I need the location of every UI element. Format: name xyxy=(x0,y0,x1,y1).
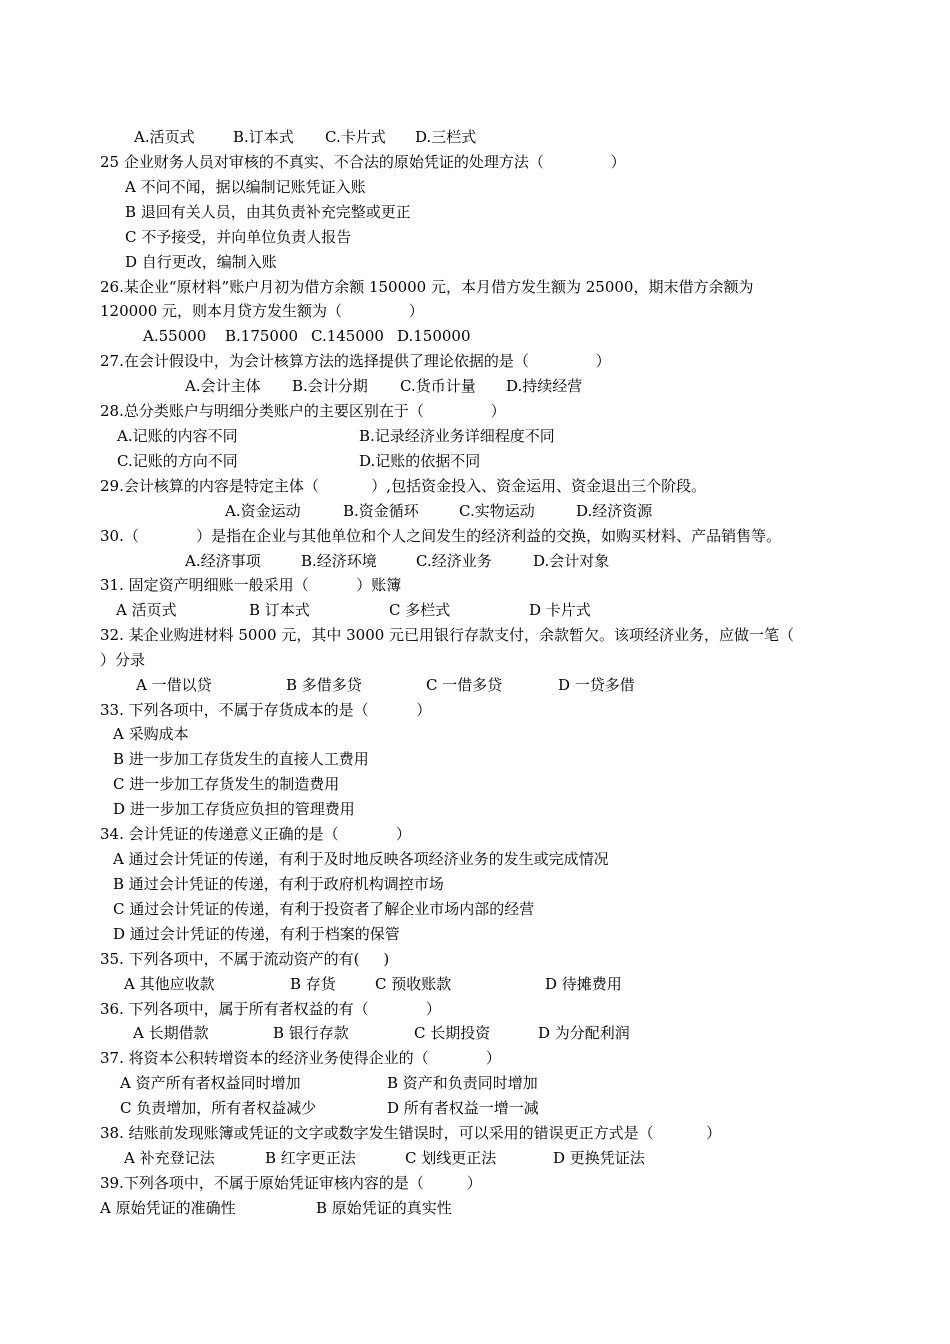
q26-option-a: A.55000 xyxy=(143,327,207,345)
q31-options xyxy=(0,598,591,622)
q27-options xyxy=(0,374,583,398)
q25-option-a: A 不问不闻，据以编制记账凭证入账 xyxy=(125,178,366,196)
q25-option-c: C 不予接受，并向单位负责人报告 xyxy=(125,228,352,246)
q32-option-a: A 一借以贷 xyxy=(136,676,212,694)
q38-option-c: C 划线更正法 xyxy=(405,1149,497,1167)
q35-options xyxy=(0,972,622,996)
q30-option-d: D.会计对象 xyxy=(533,552,610,570)
q27-option-d: D.持续经营 xyxy=(506,377,583,395)
q28-option-b: B.记录经济业务详细程度不同 xyxy=(359,427,555,445)
q38-option-a: A 补充登记法 xyxy=(124,1149,215,1167)
q31-stem: 31. 固定资产明细账一般采用（ ）账簿 xyxy=(100,576,402,594)
q31-option-a: A 活页式 xyxy=(116,601,177,619)
q26-option-c: C.145000 xyxy=(311,327,384,345)
q37-option-c: C 负责增加，所有者权益减少 xyxy=(120,1099,317,1117)
q34-option-a: A 通过会计凭证的传递，有利于及时地反映各项经济业务的发生或完成情况 xyxy=(113,850,609,868)
q39-option-a: A 原始凭证的准确性 xyxy=(100,1199,236,1217)
q29-option-a: A.资金运动 xyxy=(225,502,301,520)
q38-option-b: B 红字更正法 xyxy=(265,1149,356,1167)
q39-stem: 39.下列各项中，不属于原始凭证审核内容的是（ ） xyxy=(100,1174,482,1192)
q31-option-b: B 订本式 xyxy=(249,601,310,619)
q31-option-d: D 卡片式 xyxy=(529,601,591,619)
q35-stem: 35. 下列各项中，不属于流动资产的有( ) xyxy=(100,950,390,968)
q36-option-b: B 银行存款 xyxy=(273,1024,349,1042)
q30-stem: 30.（ ）是指在企业与其他单位和个人之间发生的经济利益的交换，如购买材料、产品销售等。 xyxy=(100,527,782,545)
q33-option-c: C 进一步加工存货发生的制造费用 xyxy=(113,775,340,793)
q35-option-a: A 其他应收款 xyxy=(124,975,215,993)
q24-option-c: C.卡片式 xyxy=(325,128,386,146)
q32-stem-line2: ）分录 xyxy=(100,651,146,669)
q29-option-d: D.经济资源 xyxy=(576,502,653,520)
q31-option-c: C 多栏式 xyxy=(389,601,451,619)
q39-option-b: B 原始凭证的真实性 xyxy=(316,1199,452,1217)
q25-option-d: D 自行更改，编制入账 xyxy=(125,253,277,271)
q24-option-b: B.订本式 xyxy=(233,128,294,146)
q34-option-d: D 通过会计凭证的传递，有利于档案的保管 xyxy=(113,925,400,943)
q38-option-d: D 更换凭证法 xyxy=(553,1149,645,1167)
q39-options xyxy=(0,1196,452,1220)
q30-options xyxy=(0,549,610,573)
q36-options xyxy=(0,1021,630,1045)
q33-stem: 33. 下列各项中，不属于存货成本的是（ ） xyxy=(100,701,432,719)
q29-option-b: B.资金循环 xyxy=(343,502,419,520)
q36-stem: 36. 下列各项中，属于所有者权益的有（ ） xyxy=(100,1000,441,1018)
q35-option-c: C 预收账款 xyxy=(375,975,452,993)
q33-option-d: D 进一步加工存货应负担的管理费用 xyxy=(113,800,355,818)
q33-option-b: B 进一步加工存货发生的直接人工费用 xyxy=(113,750,369,768)
q27-option-b: B.会计分期 xyxy=(292,377,368,395)
q26-option-b: B.175000 xyxy=(225,327,299,345)
q32-option-b: B 多借多贷 xyxy=(286,676,362,694)
q28-option-c: C.记账的方向不同 xyxy=(117,452,238,470)
q29-options xyxy=(0,499,653,523)
q37-options-row2 xyxy=(0,1096,539,1120)
q37-option-d: D 所有者权益一增一减 xyxy=(387,1099,539,1117)
q24-option-a: A.活页式 xyxy=(134,128,195,146)
q27-option-c: C.货币计量 xyxy=(400,377,476,395)
q34-option-c: C 通过会计凭证的传递，有利于投资者了解企业市场内部的经营 xyxy=(113,900,535,918)
q32-stem-line1: 32. 某企业购进材料 5000 元，其中 3000 元已用银行存款支付，余款暂欠。该项经济业务，应做一笔（ xyxy=(100,626,795,644)
q28-options-row1 xyxy=(0,424,555,448)
q26-stem-line2: 120000 元，则本月贷方发生额为（ ） xyxy=(100,302,424,320)
q34-stem: 34. 会计凭证的传递意义正确的是（ ） xyxy=(100,825,411,843)
q27-stem: 27.在会计假设中，为会计核算方法的选择提供了理论依据的是（ ） xyxy=(100,352,611,370)
q30-option-c: C.经济业务 xyxy=(416,552,492,570)
q28-option-d: D.记账的依据不同 xyxy=(359,452,481,470)
q32-options xyxy=(0,673,635,697)
q37-option-b: B 资产和负责同时增加 xyxy=(387,1074,538,1092)
q28-stem: 28.总分类账户与明细分类账户的主要区别在于（ ） xyxy=(100,402,506,420)
q38-stem: 38. 结账前发现账簿或凭证的文字或数字发生错误时，可以采用的错误更正方式是（ ） xyxy=(100,1124,722,1142)
q24-options xyxy=(0,125,477,149)
q36-option-c: C 长期投资 xyxy=(414,1024,491,1042)
q30-option-a: A.经济事项 xyxy=(185,552,261,570)
q29-option-c: C.实物运动 xyxy=(459,502,535,520)
q26-stem-line1: 26.某企业“原材料”账户月初为借方余额 150000 元，本月借方发生额为 25000，期末借方余额为 xyxy=(100,278,754,296)
q34-option-b: B 通过会计凭证的传递，有利于政府机构调控市场 xyxy=(113,875,444,893)
q35-option-d: D 待摊费用 xyxy=(545,975,622,993)
q26-options xyxy=(0,324,471,348)
q37-stem: 37. 将资本公积转增资本的经济业务使得企业的（ ） xyxy=(100,1049,501,1067)
q37-option-a: A 资产所有者权益同时增加 xyxy=(120,1074,301,1092)
q25-stem: 25 企业财务人员对审核的不真实、不合法的原始凭证的处理方法（ ） xyxy=(100,153,626,171)
q27-option-a: A.会计主体 xyxy=(185,377,261,395)
q36-option-a: A 长期借款 xyxy=(133,1024,209,1042)
q35-option-b: B 存货 xyxy=(290,975,336,993)
q33-option-a: A 采购成本 xyxy=(113,725,189,743)
q24-option-d: D.三栏式 xyxy=(415,128,477,146)
q29-stem: 29.会计核算的内容是特定主体（ ）,包括资金投入、资金运用、资金退出三个阶段。 xyxy=(100,477,707,495)
q28-option-a: A.记账的内容不同 xyxy=(117,427,238,445)
q25-option-b: B 退回有关人员，由其负责补充完整或更正 xyxy=(125,203,411,221)
q32-option-c: C 一借多贷 xyxy=(426,676,503,694)
q30-option-b: B.经济环境 xyxy=(301,552,377,570)
q37-options-row1 xyxy=(0,1071,538,1095)
q32-option-d: D 一贷多借 xyxy=(558,676,635,694)
q26-option-d: D.150000 xyxy=(397,327,471,345)
q38-options xyxy=(0,1146,645,1170)
q28-options-row2 xyxy=(0,449,481,473)
q36-option-d: D 为分配利润 xyxy=(538,1024,630,1042)
